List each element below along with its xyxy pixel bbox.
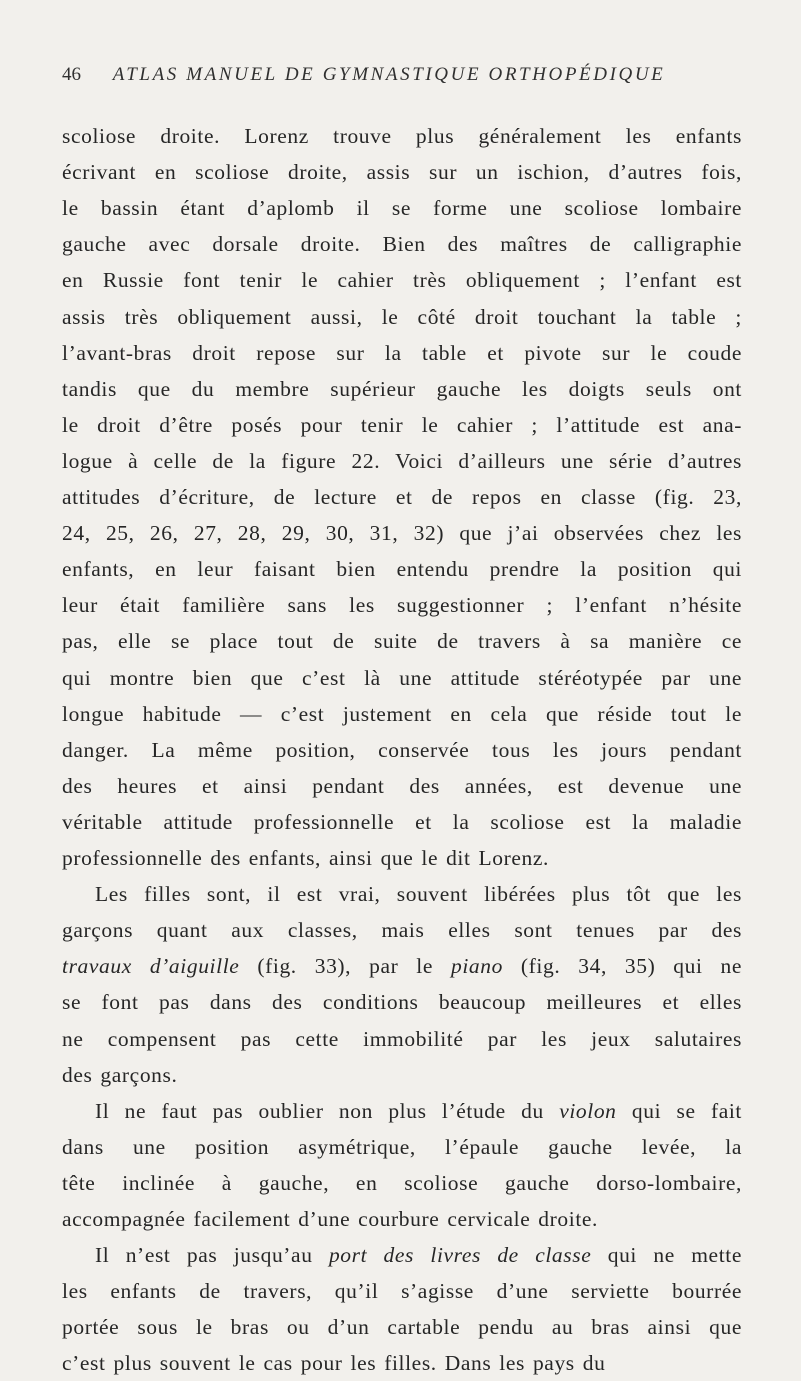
- text-segment: gauche avec dorsale droite. Bien des maîtres de calligraphie: [62, 232, 742, 257]
- text-line: [62, 840, 742, 876]
- text-line: [95, 1093, 742, 1129]
- text-line: [62, 515, 742, 551]
- text-line: [62, 804, 742, 840]
- text-segment: attitudes d’écriture, de lecture et de repos en classe (fig. 23,: [62, 485, 742, 509]
- text-segment: qui montre bien que c’est là une attitude stéréotypée par une: [62, 665, 742, 690]
- text-segment: Les filles sont, il est vrai, souvent libérées plus tôt que les: [95, 882, 742, 907]
- text-segment: (fig. 33), par le: [239, 954, 451, 979]
- text-line: [62, 587, 742, 623]
- text-segment: c’est plus souvent le cas pour les filles. Dans les pays du: [62, 1351, 606, 1376]
- text-line: [62, 226, 742, 262]
- text-segment: se font pas dans des conditions beaucoup meilleures et elles: [62, 990, 742, 1015]
- text-segment: 24, 25, 26, 27, 28, 29, 30, 31, 32) que j’ai observées chez les: [62, 521, 742, 546]
- text-segment: le droit d’être posés pour tenir le cahier ; l’attitude est ana-: [62, 412, 742, 437]
- text-segment: professionnelle des enfants, ainsi que le dit Lorenz.: [62, 846, 550, 870]
- text-line: [62, 912, 742, 948]
- text-segment: portée sous le bras ou d’un cartable pendu au bras ainsi que: [62, 1315, 742, 1340]
- text-line: [62, 1309, 742, 1345]
- text-line: [62, 118, 742, 154]
- running-header: [62, 64, 665, 86]
- text-segment: le bassin étant d’aplomb il se forme une scoliose lombaire: [62, 196, 742, 221]
- text-line: [62, 335, 742, 371]
- text-line: [95, 1237, 742, 1273]
- text-line: [62, 443, 742, 479]
- italic-phrase: travaux d’aiguille: [62, 954, 240, 979]
- running-title: ATLAS MANUEL DE GYMNASTIQUE ORTHOPÉDIQUE: [112, 64, 666, 85]
- text-line: [62, 1201, 742, 1237]
- text-segment: assis très obliquement aussi, le côté droit touchant la table ;: [62, 304, 742, 329]
- text-line: [62, 154, 742, 190]
- text-line: [62, 1345, 742, 1381]
- text-line: [62, 407, 742, 443]
- text-line: [62, 262, 742, 298]
- italic-phrase: port des livres de classe: [328, 1243, 592, 1268]
- text-segment: scoliose droite. Lorenz trouve plus généralement les enfants: [62, 124, 742, 148]
- text-segment: danger. La même position, conservée tous les jours pendant: [62, 737, 742, 762]
- page-number: 46: [62, 64, 81, 85]
- text-segment: dans une position asymétrique, l’épaule gauche levée, la: [62, 1134, 742, 1159]
- text-segment: Il ne faut pas oublier non plus l’étude du: [95, 1098, 560, 1123]
- italic-phrase: piano: [450, 954, 503, 979]
- text-line: [95, 876, 742, 912]
- text-segment: logue à celle de la figure 22. Voici d’ailleurs une série d’autres: [62, 448, 742, 473]
- text-line: [62, 1273, 742, 1309]
- text-segment: écrivant en scoliose droite, assis sur un ischion, d’autres fois,: [62, 160, 742, 185]
- text-line: [62, 948, 742, 984]
- text-line: [62, 984, 742, 1020]
- text-segment: longue habitude — c’est justement en cela que réside tout le: [62, 701, 742, 726]
- text-line: [62, 1129, 742, 1165]
- text-line: [62, 660, 742, 696]
- text-segment: tandis que du membre supérieur gauche les doigts seuls ont: [62, 376, 742, 401]
- text-line: [62, 1165, 742, 1201]
- italic-phrase: violon: [559, 1098, 617, 1123]
- text-segment: leur était familière sans les suggestionner ; l’enfant n’hésite: [62, 593, 742, 618]
- text-line: [62, 551, 742, 587]
- text-line: [62, 479, 742, 515]
- text-segment: tête inclinée à gauche, en scoliose gauche dorso-lombaire,: [62, 1170, 742, 1195]
- text-line: [62, 1057, 742, 1093]
- text-segment: pas, elle se place tout de suite de travers à sa manière ce: [62, 629, 742, 654]
- text-segment: (fig. 34, 35) qui ne: [502, 954, 742, 979]
- text-segment: des heures et ainsi pendant des années, est devenue une: [62, 773, 742, 798]
- text-segment: garçons quant aux classes, mais elles sont tenues par des: [62, 918, 742, 943]
- text-segment: en Russie font tenir le cahier très obliquement ; l’enfant est: [62, 268, 742, 293]
- text-line: [62, 732, 742, 768]
- text-segment: qui se fait: [616, 1098, 742, 1123]
- text-segment: qui ne mette: [591, 1243, 742, 1268]
- text-segment: accompagnée facilement d’une courbure cervicale droite.: [62, 1207, 599, 1231]
- text-line: [62, 190, 742, 226]
- text-line: [62, 371, 742, 407]
- text-segment: ne compensent pas cette immobilité par les jeux salutaires: [62, 1026, 742, 1051]
- text-segment: les enfants de travers, qu’il s’agisse d’une serviette bourrée: [62, 1279, 742, 1304]
- text-line: [62, 768, 742, 804]
- text-line: [62, 696, 742, 732]
- text-line: [62, 299, 742, 335]
- text-segment: véritable attitude professionnelle et la scoliose est la maladie: [62, 809, 742, 834]
- text-segment: des garçons.: [62, 1062, 178, 1087]
- text-segment: enfants, en leur faisant bien entendu prendre la position qui: [62, 557, 742, 582]
- text-segment: Il n’est pas jusqu’au: [95, 1243, 329, 1268]
- text-segment: l’avant-bras droit repose sur la table et pivote sur le coude: [62, 340, 742, 365]
- text-line: [62, 623, 742, 659]
- text-line: [62, 1021, 742, 1057]
